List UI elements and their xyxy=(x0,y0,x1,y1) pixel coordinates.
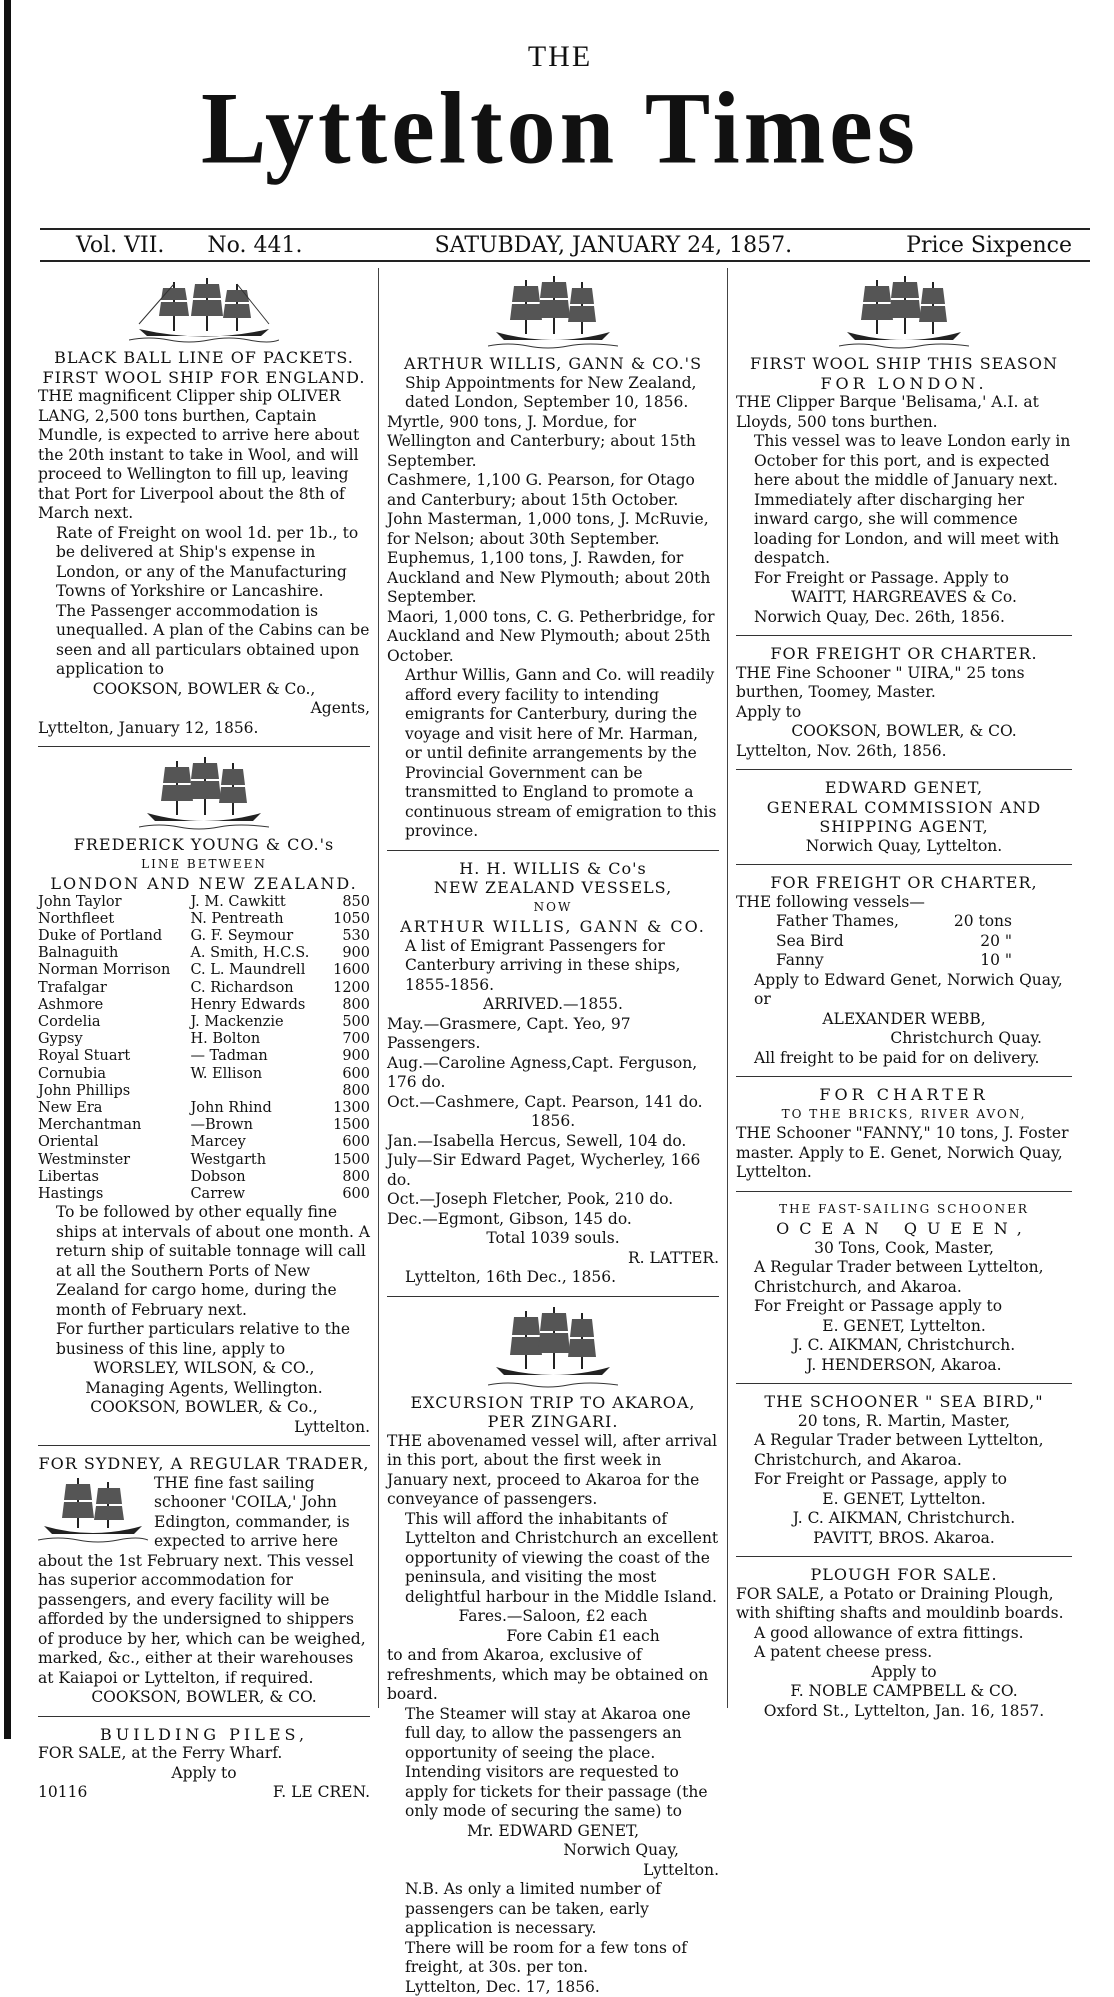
vessels-agent-addr: Christchurch Quay. xyxy=(736,1029,1072,1049)
fleet-row xyxy=(38,894,370,911)
fleet-tons: 1600 xyxy=(327,962,370,979)
column-rule xyxy=(727,268,728,1708)
hhwillis-year: 1856. xyxy=(387,1112,719,1132)
uira-body: THE Fine Schooner " UIRA," 25 tons burthen, Toomey, Master. xyxy=(736,664,1072,703)
willis-sub: Ship Appointments for New Zealand, dated London, September 10, 1856. xyxy=(387,374,719,413)
willis-ship-entry: Euphemus, 1,100 tons, J. Rawden, for Auckland and New Plymouth; about 20th September. xyxy=(387,549,719,608)
fleet-master: C. Richardson xyxy=(190,980,327,997)
seabird-apply: For Freight or Passage, apply to xyxy=(736,1470,1072,1490)
ship-illustration xyxy=(488,1305,618,1391)
fleet-tons: 1050 xyxy=(327,911,370,928)
fleet-row xyxy=(38,1169,370,1186)
young-agent1-role: Managing Agents, Wellington. xyxy=(38,1379,370,1399)
young-agent2: COOKSON, BOWLER, & Co., xyxy=(38,1398,370,1418)
fleet-master: A. Smith, H.C.S. xyxy=(190,945,327,962)
fleet-row xyxy=(38,1100,370,1117)
vessel-entry xyxy=(736,951,1072,971)
piles-body: FOR SALE, at the Ferry Wharf. xyxy=(38,1744,370,1764)
excursion-body4: The Steamer will stay at Akaroa one full day, to allow the passengers an opportunity of seeing the place. xyxy=(387,1705,719,1764)
sydney-body: THE fine fast sailing schooner 'COILA,' John Edington, commander, is expected to arrive here about the 1st February next. This vessel has superior accommodation for passengers, and every facility will be afforded by the undersigned to shippers of produce by her, which can be weighed, marked, &c., either at their warehouses at Kaiapoi or Lyttelton, if required. xyxy=(38,1474,370,1689)
fleet-row xyxy=(38,997,370,1014)
fleet-ship: Hastings xyxy=(38,1186,190,1203)
column-3 xyxy=(736,272,1072,1721)
masthead-title: Lyttelton Times xyxy=(30,71,1090,187)
ocean-name: OCEAN QUEEN, xyxy=(736,1219,1072,1239)
vessel-tons: 20 " xyxy=(980,932,1012,952)
fleet-tons: 1200 xyxy=(327,980,370,997)
fleet-row xyxy=(38,1186,370,1203)
ship-illustration xyxy=(839,274,969,352)
plough-extra1: A good allowance of extra fittings. xyxy=(736,1624,1072,1644)
schooner-illustration xyxy=(38,1474,148,1544)
willis-heading: ARTHUR WILLIS, GANN & CO.'S xyxy=(387,354,719,374)
passenger-entry: Jan.—Isabella Hercus, Sewell, 104 do. xyxy=(387,1132,719,1152)
fleet-tons: 600 xyxy=(327,1186,370,1203)
fleet-tons: 800 xyxy=(327,1169,370,1186)
fleet-master: N. Pentreath xyxy=(190,911,327,928)
masthead xyxy=(30,40,1090,184)
blackball-passenger: The Passenger accommodation is unequalled. A plan of the Cabins can be seen and all particulars obtained upon application to xyxy=(38,602,370,680)
vessels-apply: Apply to Edward Genet, Norwich Quay, or xyxy=(736,971,1072,1010)
masthead-the: THE xyxy=(30,40,1090,74)
fleet-row xyxy=(38,1134,370,1151)
blackball-agents: Agents, xyxy=(38,699,370,719)
fleet-tons: 700 xyxy=(327,1031,370,1048)
blackball-rate: Rate of Freight on wool 1d. per 1b., to be delivered at Ship's expense in London, or any of the Manufacturing Towns of Yorkshire or Lancashire. xyxy=(38,524,370,602)
charter-body: THE Schooner "FANNY," 10 tons, J. Foster master. Apply to E. Genet, Norwich Quay, Lyttelton. xyxy=(736,1124,1072,1183)
excursion-agent-addr1: Norwich Quay, xyxy=(387,1841,719,1861)
excursion-agent-addr2: Lyttelton. xyxy=(387,1861,719,1881)
fleet-tons: 600 xyxy=(327,1134,370,1151)
vessels-intro: THE following vessels— xyxy=(736,893,1072,913)
young-agent1: WORSLEY, WILSON, & CO., xyxy=(38,1359,370,1379)
blackball-agent: COOKSON, BOWLER & Co., xyxy=(38,680,370,700)
fleet-ship: Gypsy xyxy=(38,1031,190,1048)
willis-ship-entry: John Masterman, 1,000 tons, J. McRuvie, for Nelson; about 30th September. xyxy=(387,510,719,549)
hhwillis-date: Lyttelton, 16th Dec., 1856. xyxy=(387,1268,719,1288)
charter-sub: TO THE BRICKS, RIVER AVON, xyxy=(736,1105,1072,1125)
blackball-date: Lyttelton, January 12, 1856. xyxy=(38,719,370,739)
woolship-heading: FIRST WOOL SHIP THIS SEASON xyxy=(736,354,1072,374)
volume xyxy=(40,233,339,258)
willis-ship-entry: Maori, 1,000 tons, C. G. Petherbridge, for Auckland and New Plymouth; about 25th October. xyxy=(387,608,719,667)
fleet-row xyxy=(38,1117,370,1134)
ship-illustration xyxy=(488,274,618,352)
fleet-ship: Westminster xyxy=(38,1152,190,1169)
charter-heading: FOR CHARTER xyxy=(736,1085,1072,1105)
vessel-entry xyxy=(736,912,1072,932)
dateline xyxy=(40,228,1090,262)
piles-heading: BUILDING PILES, xyxy=(38,1725,370,1745)
vessel-entry xyxy=(736,932,1072,952)
young-line-between: LINE BETWEEN xyxy=(38,855,370,875)
fleet-master: H. Bolton xyxy=(190,1031,327,1048)
fleet-ship: Ashmore xyxy=(38,997,190,1014)
fleet-row xyxy=(38,1152,370,1169)
fleet-tons: 900 xyxy=(327,945,370,962)
passenger-entry: May.—Grasmere, Capt. Yeo, 97 Passengers. xyxy=(387,1015,719,1054)
page-spine xyxy=(4,0,11,1739)
young-heading: FREDERICK YOUNG & CO.'s xyxy=(38,835,370,855)
sydney-heading: FOR SYDNEY, A REGULAR TRADER, xyxy=(38,1454,370,1474)
passenger-entry: Aug.—Caroline Agness,Capt. Ferguson, 176 do. xyxy=(387,1054,719,1093)
fleet-ship: Duke of Portland xyxy=(38,928,190,945)
vessels-heading: FOR FREIGHT OR CHARTER, xyxy=(736,873,1072,893)
price: Price Sixpence xyxy=(888,233,1090,258)
agent-entry: PAVITT, BROS. Akaroa. xyxy=(736,1529,1072,1549)
passenger-list-1856 xyxy=(387,1132,719,1230)
passenger-list-1855 xyxy=(387,1015,719,1113)
fleet-tons: 1500 xyxy=(327,1117,370,1134)
fleet-row xyxy=(38,980,370,997)
agent-entry: J. HENDERSON, Akaroa. xyxy=(736,1356,1072,1376)
fleet-tons: 500 xyxy=(327,1014,370,1031)
uira-agent: COOKSON, BOWLER, & CO. xyxy=(736,722,1072,742)
agent-entry: J. C. AIKMAN, Christchurch. xyxy=(736,1336,1072,1356)
fleet-master xyxy=(190,1083,327,1100)
fleet-tons: 1300 xyxy=(327,1100,370,1117)
ocean-master: 30 Tons, Cook, Master, xyxy=(736,1239,1072,1259)
fleet-tons: 530 xyxy=(327,928,370,945)
young-agent2-place: Lyttelton. xyxy=(38,1418,370,1438)
woolship-body: THE Clipper Barque 'Belisama,' A.I. at Lloyds, 500 tons burthen. xyxy=(736,393,1072,432)
hhwillis-firm: ARTHUR WILLIS, GANN & CO. xyxy=(387,917,719,937)
excursion-freight: There will be room for a few tons of freight, at 30s. per ton. xyxy=(387,1939,719,1978)
plough-body: FOR SALE, a Potato or Draining Plough, with shifting shafts and mouldinb boards. xyxy=(736,1585,1072,1624)
excursion-fares2: Fore Cabin £1 each xyxy=(387,1627,719,1647)
vessel-list xyxy=(736,912,1072,971)
fleet-tons: 800 xyxy=(327,997,370,1014)
blackball-body: THE magnificent Clipper ship OLIVER LANG, 2,500 tons burthen, Captain Mundle, is expected to arrive here about the 20th instant to take in Wool, and will proceed to Wellington to fill up, leaving that Port for Liverpool about the 8th of March next. xyxy=(38,387,370,524)
excursion-nb: N.B. As only a limited number of passengers can be taken, early application is necessary. xyxy=(387,1880,719,1939)
fleet-row xyxy=(38,911,370,928)
blackball-heading: BLACK BALL LINE OF PACKETS. xyxy=(38,348,370,368)
uira-apply: Apply to xyxy=(736,703,1072,723)
fleet-ship: John Taylor xyxy=(38,894,190,911)
agent-entry: E. GENET, Lyttelton. xyxy=(736,1317,1072,1337)
hhwillis-heading: H. H. WILLIS & Co's xyxy=(387,859,719,879)
fleet-master: C. L. Maundrell xyxy=(190,962,327,979)
seabird-body: A Regular Trader between Lyttelton, Christchurch, and Akaroa. xyxy=(736,1431,1072,1470)
hhwillis-signer: R. LATTER. xyxy=(387,1249,719,1269)
blackball-subheading: FIRST WOOL SHIP FOR ENGLAND. xyxy=(38,368,370,388)
young-route: LONDON AND NEW ZEALAND. xyxy=(38,874,370,894)
fleet-master: Dobson xyxy=(190,1169,327,1186)
hhwillis-intro: A list of Emigrant Passengers for Canterbury arriving in these ships, 1855-1856. xyxy=(387,937,719,996)
column-2 xyxy=(387,272,719,1997)
fleet-row xyxy=(38,1031,370,1048)
sydney-agent: COOKSON, BOWLER, & CO. xyxy=(38,1688,370,1708)
passenger-entry: Oct.—Joseph Fletcher, Pook, 210 do. xyxy=(387,1190,719,1210)
excursion-body: THE abovenamed vessel will, after arrival in this port, about the first week in January next, proceed to Akaroa for the conveyance of passengers. xyxy=(387,1432,719,1510)
fleet-ship: Balnaguith xyxy=(38,945,190,962)
fleet-row xyxy=(38,1048,370,1065)
fleet-master: Westgarth xyxy=(190,1152,327,1169)
passenger-entry: Oct.—Cashmere, Capt. Pearson, 141 do. xyxy=(387,1093,719,1113)
piles-agent: F. LE CREN. xyxy=(273,1783,370,1803)
genet-addr: Norwich Quay, Lyttelton. xyxy=(736,837,1072,857)
fleet-master: W. Ellison xyxy=(190,1066,327,1083)
fleet-row xyxy=(38,928,370,945)
issue-date: SATUBDAY, JANUARY 24, 1857. xyxy=(417,233,811,258)
woolship-apply: For Freight or Passage. Apply to xyxy=(736,569,1072,589)
vessel-name: Father Thames, xyxy=(776,912,899,932)
plough-apply: Apply to xyxy=(736,1663,1072,1683)
agent-entry: E. GENET, Lyttelton. xyxy=(736,1490,1072,1510)
fleet-master: John Rhind xyxy=(190,1100,327,1117)
fleet-ship: Oriental xyxy=(38,1134,190,1151)
seabird-agent-list xyxy=(736,1490,1072,1549)
fleet-tons: 1500 xyxy=(327,1152,370,1169)
vessel-name: Sea Bird xyxy=(776,932,844,952)
fleet-tons: 850 xyxy=(327,894,370,911)
willis-ship-list xyxy=(387,413,719,667)
fleet-ship: Trafalgar xyxy=(38,980,190,997)
ship-illustration xyxy=(139,755,269,833)
excursion-body5: Intending visitors are requested to apply for tickets for their passage (the only mode of securing the same) to xyxy=(387,1763,719,1822)
fleet-master: —Brown xyxy=(190,1117,327,1134)
fleet-row xyxy=(38,962,370,979)
ship-illustration xyxy=(129,274,279,346)
ocean-kicker: THE FAST-SAILING SCHOONER xyxy=(736,1200,1072,1220)
piles-footer xyxy=(38,1783,370,1803)
hhwillis-total: Total 1039 souls. xyxy=(387,1229,719,1249)
hhwillis-arrived: ARRIVED.—1855. xyxy=(387,995,719,1015)
excursion-body2: This will afford the inhabitants of Lyttelton and Christchurch an excellent opportunity of viewing the coast of the peninsula, and visiting the most delightful harbour in the Middle Island. xyxy=(387,1510,719,1608)
issue-number: No. 441. xyxy=(189,233,320,258)
uira-date: Lyttelton, Nov. 26th, 1856. xyxy=(736,742,1072,762)
excursion-agent: Mr. EDWARD GENET, xyxy=(387,1822,719,1842)
excursion-sub: PER ZINGARI. xyxy=(387,1412,719,1432)
plough-date: Oxford St., Lyttelton, Jan. 16, 1857. xyxy=(736,1702,1072,1722)
excursion-body3: to and from Akaroa, exclusive of refreshments, which may be obtained on board. xyxy=(387,1646,719,1705)
fleet-row xyxy=(38,1066,370,1083)
vessel-tons: 20 tons xyxy=(954,912,1012,932)
column-rule xyxy=(378,268,379,1708)
fleet-tons: 600 xyxy=(327,1066,370,1083)
fleet-master: J. M. Cawkitt xyxy=(190,894,327,911)
genet-name: EDWARD GENET, xyxy=(736,778,1072,798)
plough-heading: PLOUGH FOR SALE. xyxy=(736,1565,1072,1585)
seabird-heading: THE SCHOONER " SEA BIRD," xyxy=(736,1392,1072,1412)
willis-ship-entry: Cashmere, 1,100 G. Pearson, for Otago and Canterbury; about 15th October. xyxy=(387,471,719,510)
fleet-ship: Merchantman xyxy=(38,1117,190,1134)
excursion-date: Lyttelton, Dec. 17, 1856. xyxy=(387,1978,719,1997)
fleet-ship: Cordelia xyxy=(38,1014,190,1031)
fleet-ship: Northfleet xyxy=(38,911,190,928)
uira-heading: FOR FREIGHT OR CHARTER. xyxy=(736,644,1072,664)
fleet-ship: John Phillips xyxy=(38,1083,190,1100)
excursion-fares1: Fares.—Saloon, £2 each xyxy=(387,1607,719,1627)
piles-apply: Apply to xyxy=(38,1764,370,1784)
willis-body: Arthur Willis, Gann and Co. will readily afford every facility to intending emigrants for Canterbury, during the voyage and visit here of Mr. Harman, or until definite arrangements by the Provincial Government can be transmitted to England to promote a continuous stream of emigration to this province. xyxy=(387,666,719,842)
column-1 xyxy=(38,272,370,1803)
excursion-heading: EXCURSION TRIP TO AKAROA, xyxy=(387,1393,719,1413)
fleet-table xyxy=(38,894,370,1204)
piles-ref: 10116 xyxy=(38,1783,87,1803)
fleet-ship: Norman Morrison xyxy=(38,962,190,979)
fleet-master: Marcey xyxy=(190,1134,327,1151)
ocean-body: A Regular Trader between Lyttelton, Christchurch, and Akaroa. xyxy=(736,1258,1072,1297)
hhwillis-now: NOW xyxy=(387,898,719,918)
plough-agent: F. NOBLE CAMPBELL & CO. xyxy=(736,1682,1072,1702)
woolship-date: Norwich Quay, Dec. 26th, 1856. xyxy=(736,608,1072,628)
seabird-master: 20 tons, R. Martin, Master, xyxy=(736,1412,1072,1432)
genet-title2: SHIPPING AGENT, xyxy=(736,817,1072,837)
vessel-tons: 10 " xyxy=(980,951,1012,971)
genet-title: GENERAL COMMISSION AND xyxy=(736,798,1072,818)
woolship-agent: WAITT, HARGREAVES & Co. xyxy=(736,588,1072,608)
plough-extra2: A patent cheese press. xyxy=(736,1643,1072,1663)
fleet-ship: Cornubia xyxy=(38,1066,190,1083)
hhwillis-sub: NEW ZEALAND VESSELS, xyxy=(387,878,719,898)
volume-text: Vol. VII. xyxy=(58,233,182,258)
fleet-master: Henry Edwards xyxy=(190,997,327,1014)
ocean-agent-list xyxy=(736,1317,1072,1376)
fleet-ship: Libertas xyxy=(38,1169,190,1186)
fleet-row xyxy=(38,1083,370,1100)
passenger-entry: July—Sir Edward Paget, Wycherley, 166 do. xyxy=(387,1151,719,1190)
young-further: For further particulars relative to the business of this line, apply to xyxy=(38,1320,370,1359)
woolship-sub: FOR LONDON. xyxy=(736,374,1072,394)
fleet-master: Carrew xyxy=(190,1186,327,1203)
willis-ship-entry: Myrtle, 900 tons, J. Mordue, for Wellington and Canterbury; about 15th September. xyxy=(387,413,719,472)
fleet-master: G. F. Seymour xyxy=(190,928,327,945)
fleet-tons: 900 xyxy=(327,1048,370,1065)
woolship-body2: This vessel was to leave London early in October for this port, and is expected here about the middle of January next. Immediately after discharging her inward cargo, she will commence loading for London, and will meet with despatch. xyxy=(736,432,1072,569)
vessels-agent: ALEXANDER WEBB, xyxy=(736,1010,1072,1030)
fleet-ship: New Era xyxy=(38,1100,190,1117)
fleet-ship: Royal Stuart xyxy=(38,1048,190,1065)
vessel-name: Fanny xyxy=(776,951,824,971)
agent-entry: J. C. AIKMAN, Christchurch. xyxy=(736,1509,1072,1529)
fleet-master: — Tadman xyxy=(190,1048,327,1065)
fleet-row xyxy=(38,945,370,962)
fleet-master: J. Mackenzie xyxy=(190,1014,327,1031)
ocean-apply: For Freight or Passage apply to xyxy=(736,1297,1072,1317)
vessels-note: All freight to be paid for on delivery. xyxy=(736,1049,1072,1069)
fleet-tons: 800 xyxy=(327,1083,370,1100)
young-note: To be followed by other equally fine ships at intervals of about one month. A return ship of suitable tonnage will call at all the Southern Ports of New Zealand for cargo home, during the month of February next. xyxy=(38,1203,370,1320)
fleet-row xyxy=(38,1014,370,1031)
passenger-entry: Dec.—Egmont, Gibson, 145 do. xyxy=(387,1210,719,1230)
